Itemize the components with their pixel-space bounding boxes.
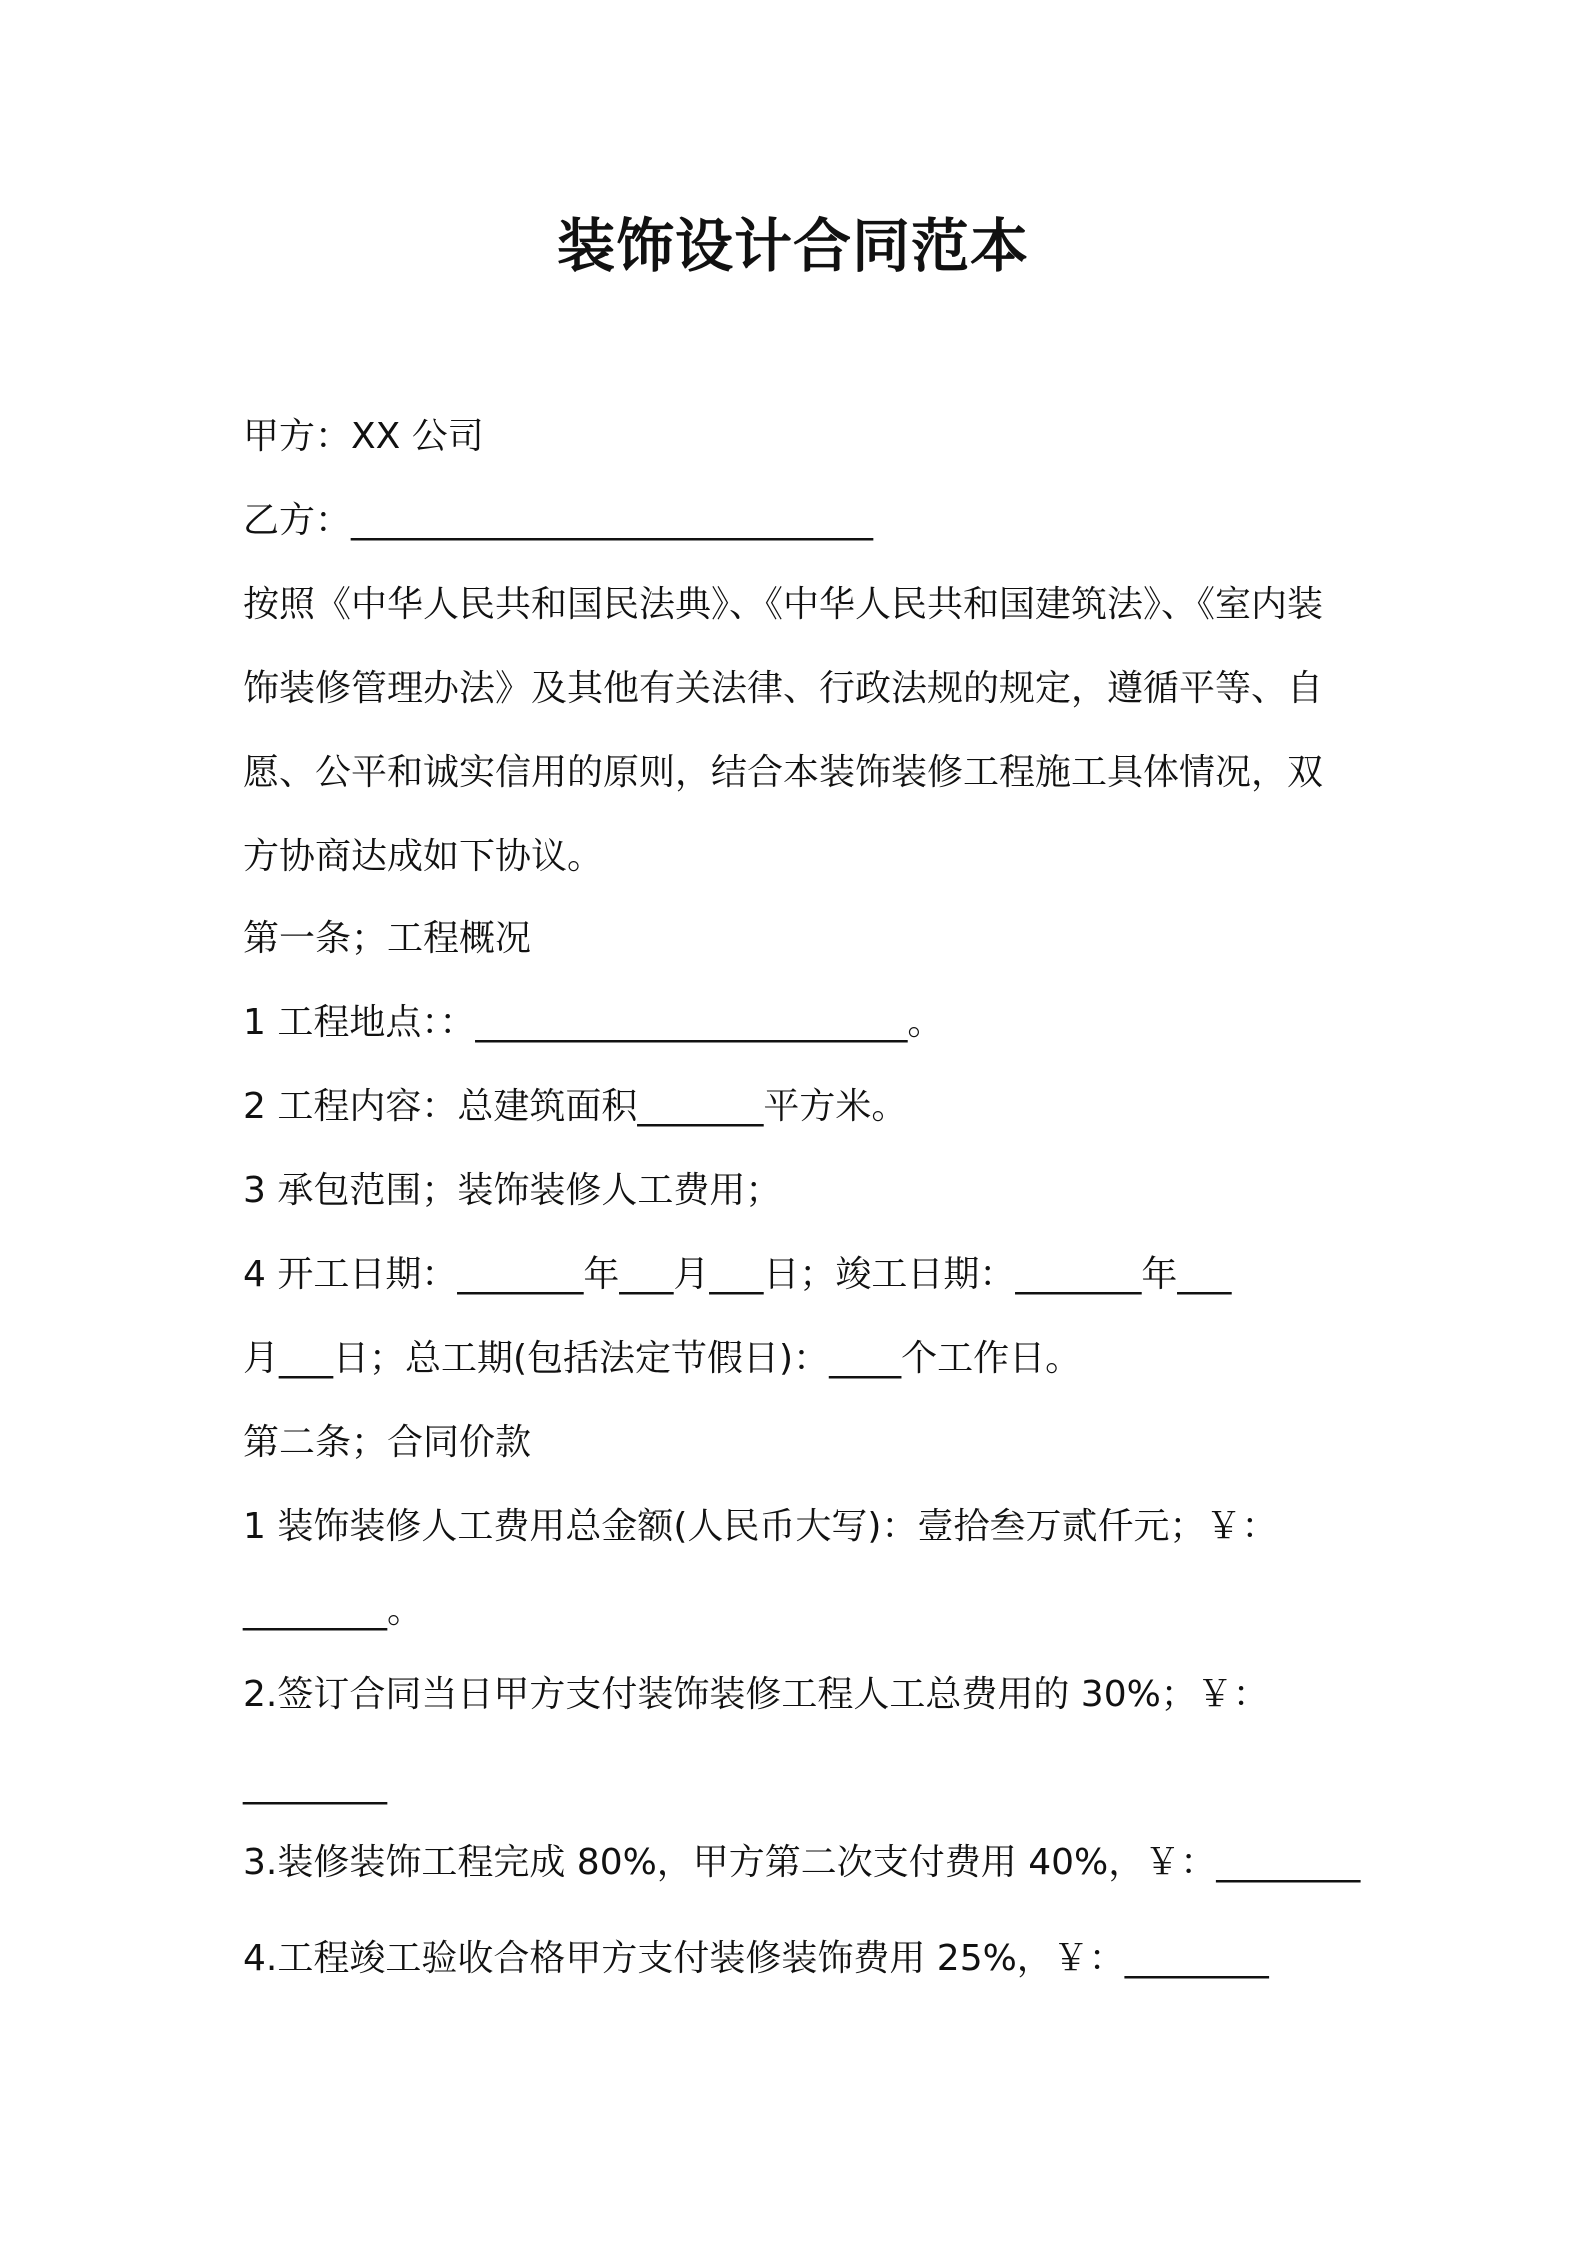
article1-item-location: 1 工程地点：：________________________。 [243, 1002, 944, 1043]
article2-item-final-payment: 4.工程竣工验收合格甲方支付装修装饰费用 25%，￥：________ [243, 1938, 1269, 1979]
article2-item-second-payment: 3.装修装饰工程完成 80%，甲方第二次支付费用 40%，￥：________ [243, 1842, 1361, 1883]
article1-item-dates-line2: 月___日；总工期(包括法定节假日)：____个工作日。 [243, 1338, 1082, 1379]
document-title: 装饰设计合同范本 [556, 212, 1029, 280]
article2-heading: 第二条；合同价款 [243, 1422, 532, 1463]
article1-heading: 第一条；工程概况 [243, 918, 532, 959]
intro-line: 愿、公平和诚实信用的原则，结合本装饰装修工程施工具体情况，双 [243, 752, 1324, 793]
article1-item-content: 2 工程内容：总建筑面积_______平方米。 [243, 1086, 908, 1127]
intro-line: 方协商达成如下协议。 [243, 836, 604, 877]
intro-line: 按照《中华人民共和国民法典》、《中华人民共和国建筑法》、《室内装 [243, 584, 1324, 625]
article2-item-total-line2: ________。 [243, 1590, 424, 1631]
article1-item-scope: 3 承包范围；装饰装修人工费用； [243, 1170, 782, 1211]
article2-item-total-line1: 1 装饰装修人工费用总金额(人民币大写)：壹拾叁万贰仟元；￥： [243, 1506, 1278, 1547]
party-a-line: 甲方：XX 公司 [243, 416, 484, 457]
article2-item-first-payment-line1: 2.签订合同当日甲方支付装饰装修工程人工总费用的 30%；￥： [243, 1674, 1269, 1715]
article2-item-first-payment-line2: ________ [243, 1764, 387, 1805]
intro-paragraph [243, 563, 1358, 899]
article1-item-dates-line1: 4 开工日期：_______年___月___日；竣工日期：_______年___ [243, 1254, 1232, 1295]
party-b-line: 乙方：_____________________________ [243, 500, 874, 541]
intro-line: 饰装修管理办法》及其他有关法律、行政法规的规定，遵循平等、自 [243, 668, 1324, 709]
